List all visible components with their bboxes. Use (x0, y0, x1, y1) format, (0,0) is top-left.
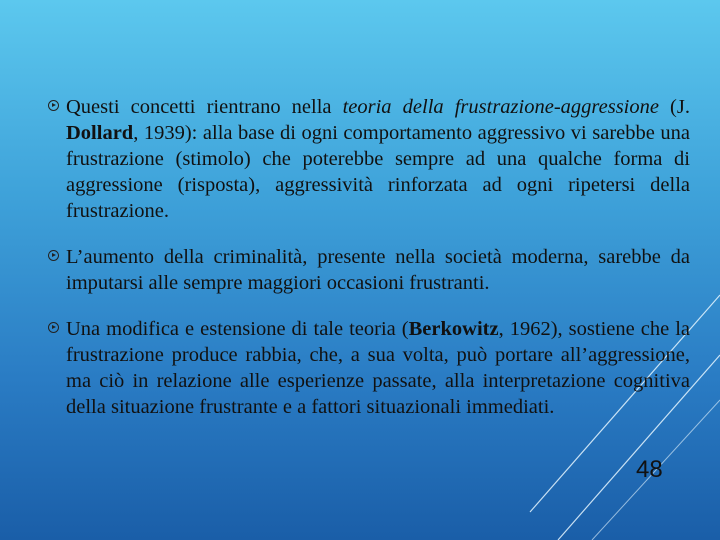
bullet-text: , 1939): alla base di ogni comportamento aggressivo vi sarebbe una frustrazione (stimolo) che poterebbe sempre ad una qualche forma di aggressione (risposta), aggressività rinforzata ad ogni ripetersi della frustrazione. (66, 122, 690, 222)
circled-arrow-icon (48, 100, 59, 111)
circled-arrow-icon (48, 322, 59, 333)
bullet-item (48, 316, 690, 420)
bullet-text: Questi concetti rientrano nella (66, 96, 343, 118)
page-number: 48 (636, 456, 663, 483)
author-name: Berkowitz (408, 318, 499, 340)
theory-name: teoria della frustrazione-aggressione (342, 96, 659, 118)
author-name: Dollard (66, 122, 134, 144)
bullet-item (48, 94, 690, 224)
bullet-text: Una modifica e estensione di tale teoria ( (66, 318, 409, 340)
bullet-list (48, 94, 690, 440)
circled-arrow-icon (48, 250, 59, 261)
bullet-text: (J. (658, 96, 690, 118)
bullet-item (48, 244, 690, 296)
bullet-text: L’aumento della criminalità, presente nella società moderna, sarebbe da imputarsi alle sempre maggiori occasioni frustranti. (66, 246, 690, 294)
bullet-text: , 1962), sostiene che la frustrazione produce rabbia, che, a sua volta, può portare all’aggressione, ma ciò in relazione alle esperienze passate, alla interpretazione cognitiva della situazione frustrante e a fattori situazionali immediati. (66, 318, 690, 418)
